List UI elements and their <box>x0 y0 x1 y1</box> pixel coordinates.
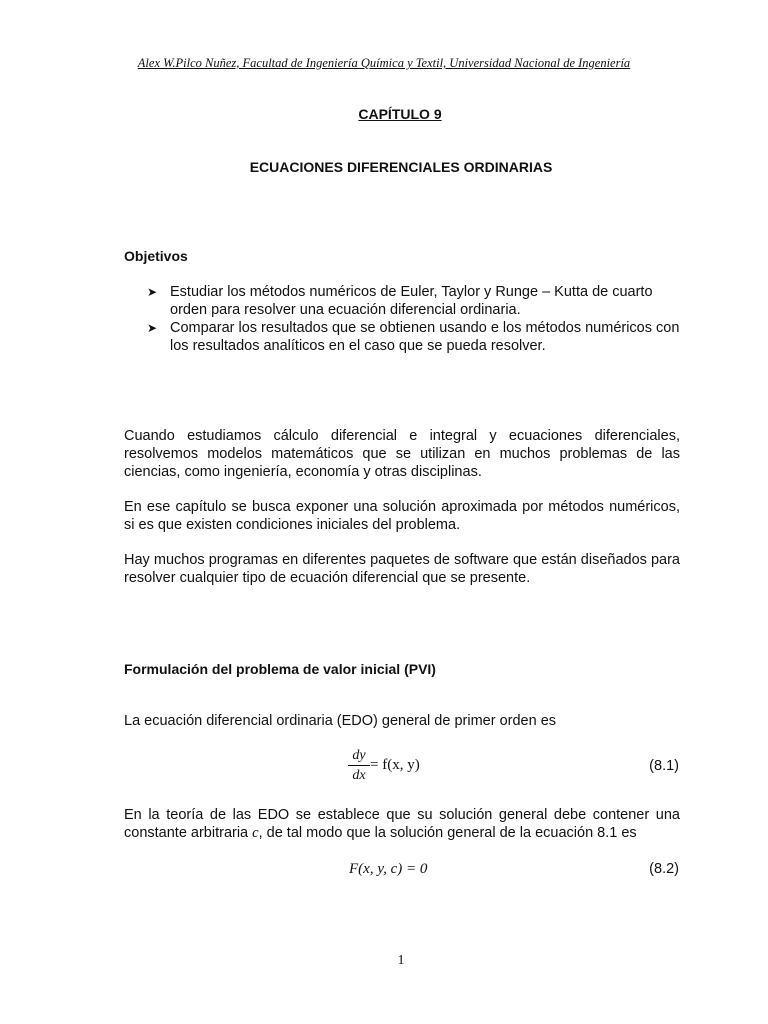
equation-rhs: = f(x, y) <box>370 757 420 773</box>
chapter-label: CAPÍTULO 9 <box>358 106 442 122</box>
section-paragraph <box>124 806 680 842</box>
list-item <box>147 319 682 355</box>
equation-number: (8.2) <box>649 861 679 877</box>
page-number: 1 <box>397 953 405 968</box>
equation-number: (8.1) <box>649 758 679 774</box>
fraction-denominator: dx <box>352 768 366 783</box>
intro-paragraph: En ese capítulo se busca exponer una solución aproximada por métodos numéricos, si es que existen condiciones iniciales del problema. <box>124 499 680 533</box>
arrow-bullet-icon: ➤ <box>147 285 158 299</box>
objectives-list <box>147 283 682 355</box>
equation-general-solution: F(x, y, c) = 0 <box>349 861 428 877</box>
paragraph-text: , de tal modo que la solución general de la ecuación 8.1 es <box>258 825 637 841</box>
intro-paragraph: Hay muchos programas en diferentes paquetes de software que están diseñados para resolver cualquier tipo de ecuación diferencial que se presente. <box>124 552 680 586</box>
section-heading: Formulación del problema de valor inicial (PVI) <box>124 661 436 677</box>
fraction-bar <box>348 765 370 766</box>
derivative-fraction <box>348 747 370 784</box>
objectives-heading: Objetivos <box>124 248 188 264</box>
objective-text: Estudiar los métodos numéricos de Euler, Taylor y Runge – Kutta de cuarto orden para resolver una ecuación diferencial ordinaria. <box>170 284 653 318</box>
objective-text: Comparar los resultados que se obtienen usando e los métodos numéricos con los resultados analíticos en el caso que se pueda resolver. <box>170 320 680 354</box>
running-header: Alex W.Pilco Nuñez, Facultad de Ingeniería Química y Textil, Universidad Nacional de Ingeniería <box>137 56 631 70</box>
chapter-title: ECUACIONES DIFERENCIALES ORDINARIAS <box>249 159 553 175</box>
section-lead: La ecuación diferencial ordinaria (EDO) general de primer orden es <box>124 713 557 729</box>
arrow-bullet-icon: ➤ <box>147 321 158 335</box>
intro-paragraph: Cuando estudiamos cálculo diferencial e integral y ecuaciones diferenciales, resolvemos modelos matemáticos que se utilizan en muchos problemas de las ciencias, como ingeniería, economía y otras disciplinas. <box>124 428 680 480</box>
paragraph-text: En la teoría de las EDO se establece que su solución general debe contener una constante arbitraria <box>124 807 680 841</box>
variable-c: c <box>252 825 259 841</box>
list-item <box>147 283 682 319</box>
fraction-numerator: dy <box>352 748 366 763</box>
